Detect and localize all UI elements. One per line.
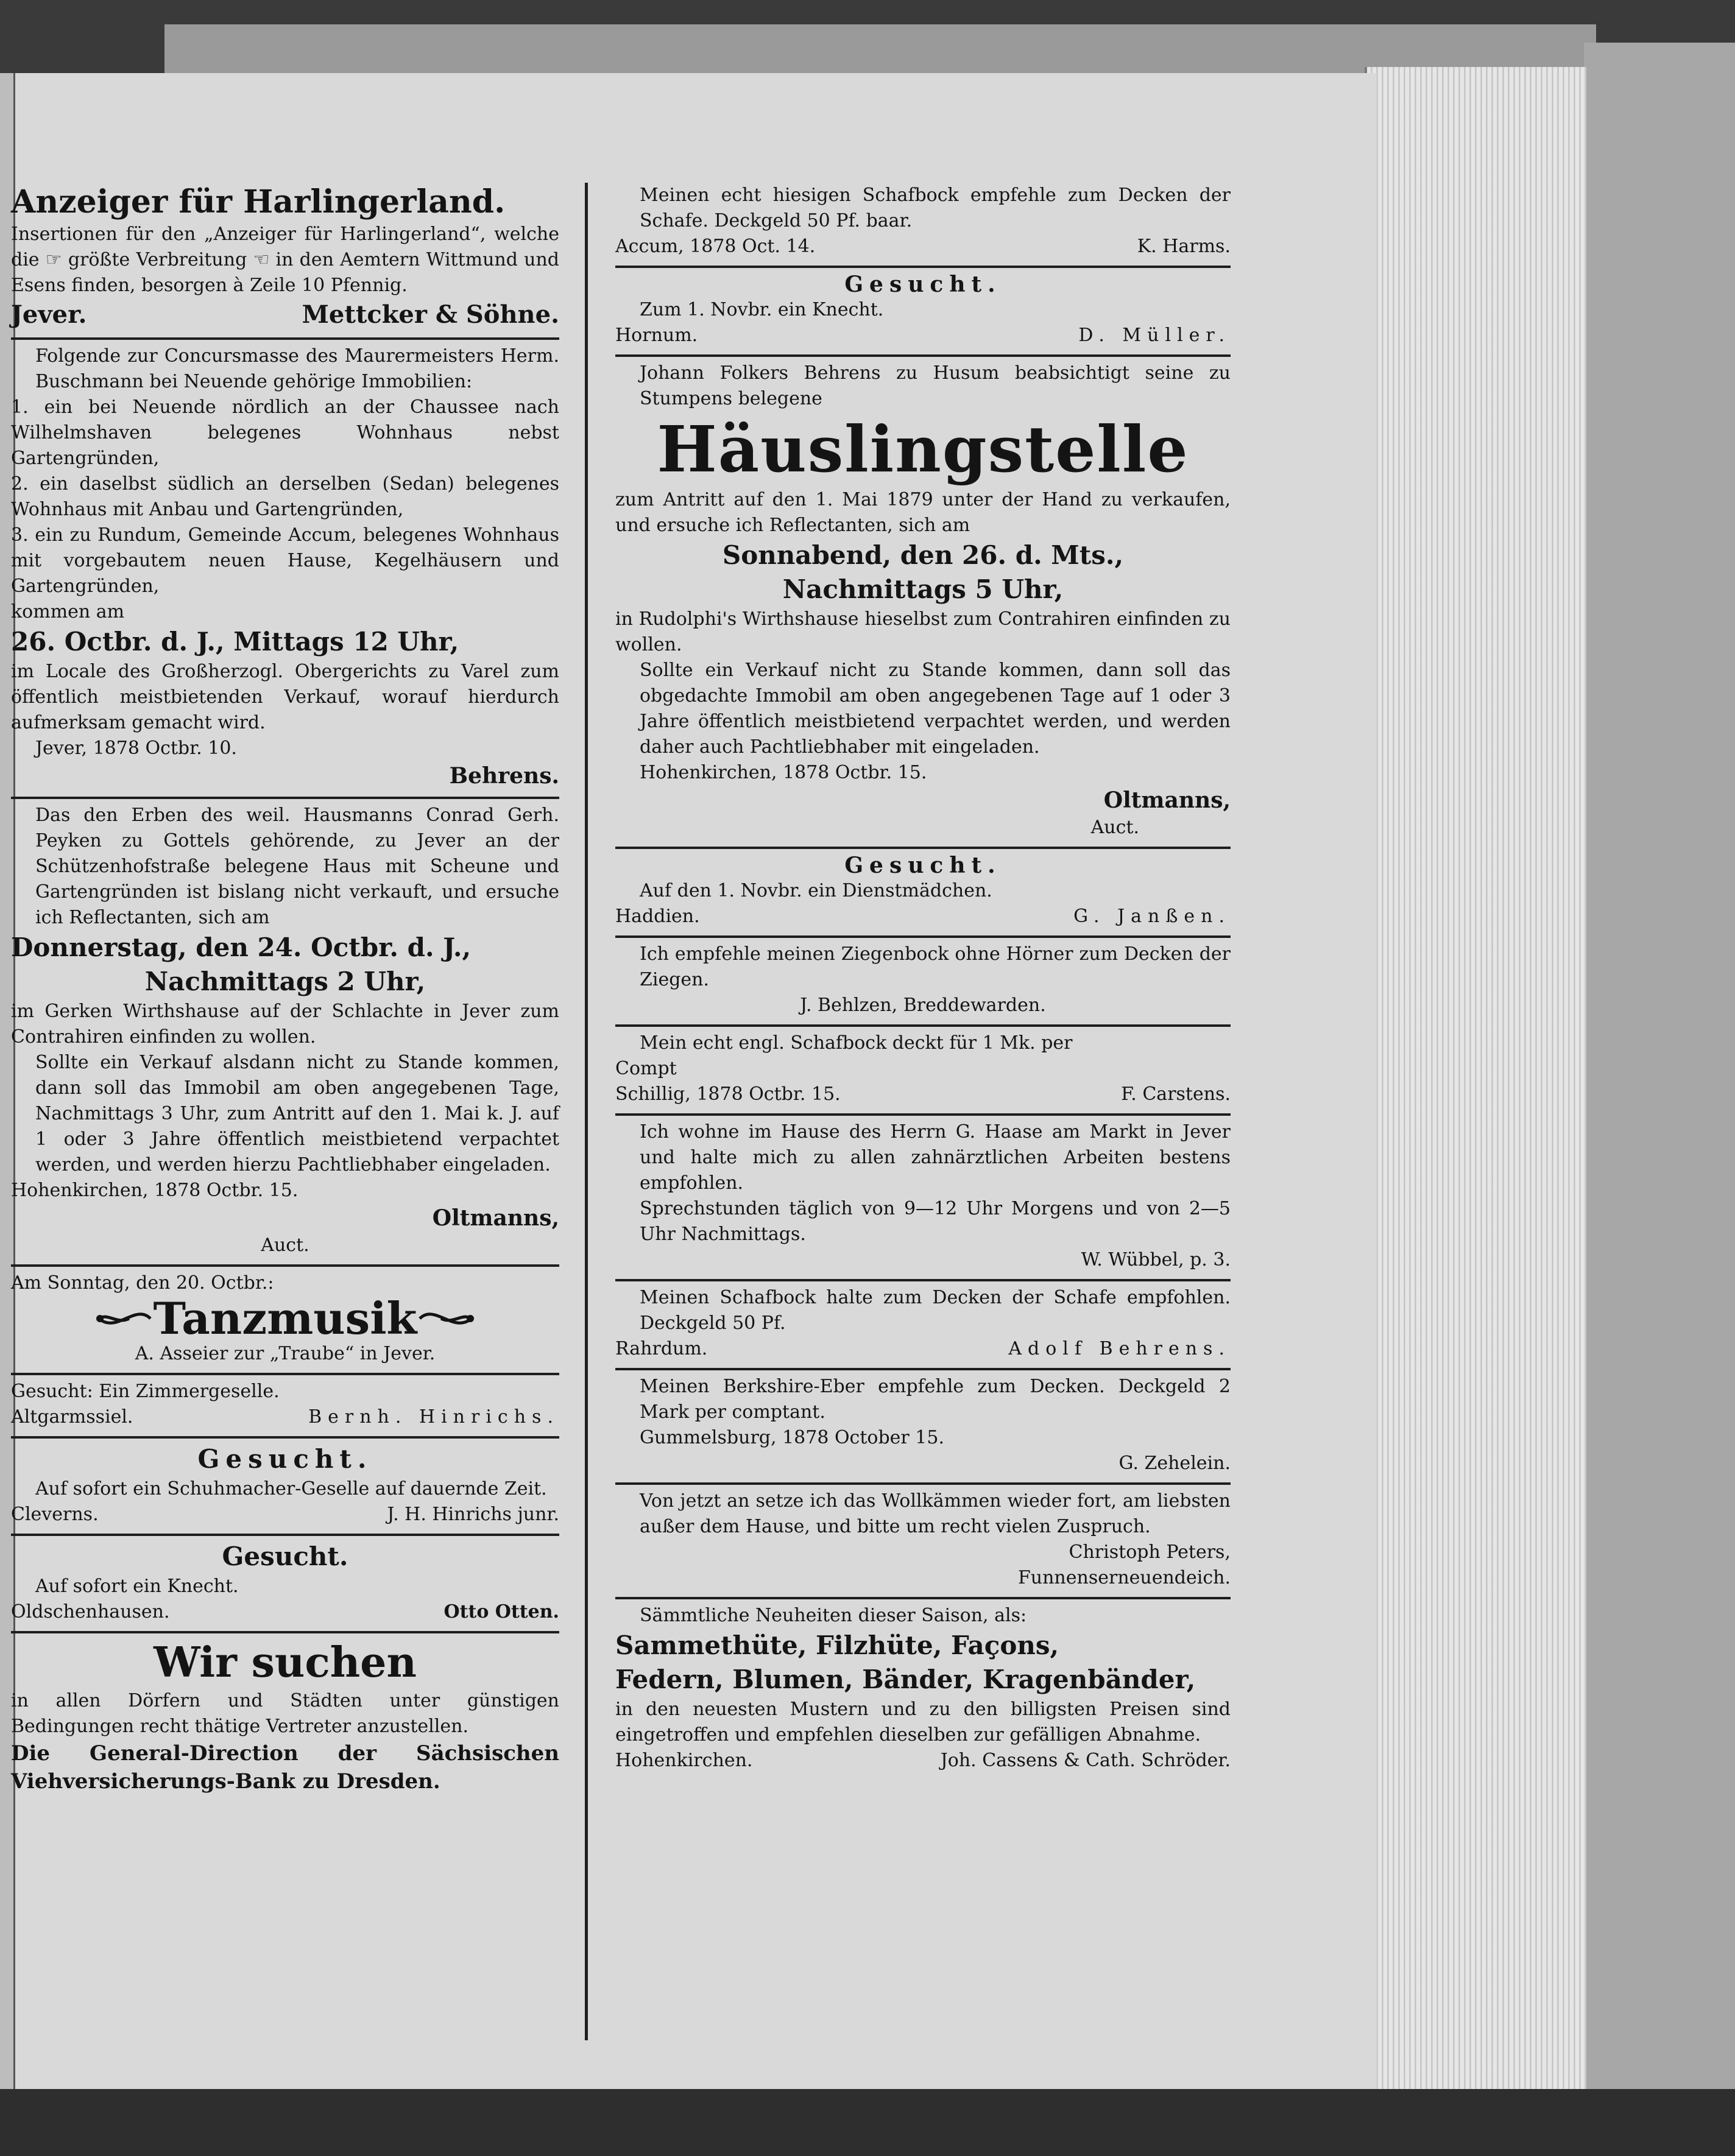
ad-name: Joh. Cassens & Cath. Schröder. [940,1750,1231,1771]
ad-text: im Gerken Wirthshause auf der Schlachte in Jever zum Contrahiren einfinden zu wollen. [11,1001,559,1048]
ad-name: Bernh. Hinrichs. [308,1406,559,1428]
ad-line: Federn, Blumen, Bänder, Kragenbänder, [615,1665,1196,1694]
ad-intro: Johann Folkers Behrens zu Husum beabsichtigt seine zu Stumpens belegene [640,362,1231,409]
ad-title: Anzeiger für Harlingerland. [11,183,506,220]
rule [615,1368,1231,1370]
ad-dateline: Jever, 1878 Octbr. 10. [35,738,237,759]
ad-text: Meinen Schafbock halte zum Decken der Schafe empfohlen. Deckgeld 50 Pf. [640,1287,1231,1334]
ad-eber [615,1374,1231,1476]
list-item: 2. ein daselbst südlich an derselben (Sedan) belegenes Wohnhaus mit Anbau und Gartengründen, [11,473,559,520]
ad-magd [615,853,1231,929]
ad-schafbock-2 [615,1285,1231,1362]
ad-intro: Folgende zur Concursmasse des Maurermeisters Herm. Buschmann bei Neuende gehörige Immobilien: [35,345,559,392]
right-column [615,183,1231,1774]
ad-name: K. Harms. [1137,236,1231,257]
ad-date: 26. Octbr. d. J., Mittags 12 Uhr, [11,627,459,657]
ad-engl-schafbock [615,1030,1231,1107]
ad-date: Donnerstag, den 24. Octbr. d. J., [11,932,472,962]
ad-text: Auf den 1. Novbr. ein Dienstmädchen. [640,880,992,901]
ad-name: F. Carstens. [1121,1083,1231,1105]
rule [615,847,1231,849]
left-flourish-icon [93,1300,154,1337]
rule [11,1436,559,1439]
ad-tanz [11,1270,559,1367]
ad-text: Ich wohne im Hause des Herrn G. Haase am Markt in Jever und halte mich zu allen zahnärztlichen Arbeiten bestens empfohlen. [640,1121,1231,1194]
ad-text: im Locale des Großherzogl. Obergerichts zu Varel zum öffentlich meistbietenden Verkauf, worauf hierdurch aufmerksam gemacht wird. [11,661,559,733]
rule [615,1482,1231,1485]
ad-text: Am Sonntag, den 20. Octbr.: [11,1272,274,1294]
ad-text: Das den Erben des weil. Hausmanns Conrad Gerh. Peyken zu Gottels gehörende, zu Jever an der Schützenhofstraße belegene Haus mit Scheune und Gartengründen ist bislang nicht verkauft, und ersuche ich Reflectanten, sich am [35,805,559,928]
rule [615,1113,1231,1116]
left-column [11,183,559,1795]
ad-role: Auct. [1090,817,1139,838]
rule [11,797,559,799]
rule [615,1597,1231,1599]
ad-time: Nachmittags 2 Uhr, [144,967,426,996]
ad-text: Ich empfehle meinen Ziegenbock ohne Hörner zum Decken der Ziegen. [640,943,1231,990]
ad-name: Adolf Behrens. [1008,1338,1231,1359]
ad-name: G. Janßen. [1073,906,1231,927]
book-cover-edge [1584,43,1735,2101]
ad-place: Rahrdum. [615,1338,708,1359]
ad-place: Haddien. [615,906,700,927]
ad-text: Insertionen für den „Anzeiger für Harlingerland“, welche die ☞ größte Verbreitung ☜ in den Aemtern Wittmund und Esens finden, besorgen à Zeile 10 Pfennig. [11,224,559,296]
ad-name: W. Wübbel, p. 3. [1081,1249,1231,1270]
rule [615,1024,1231,1027]
ad-ziegenbock [615,942,1231,1018]
ad-text: Mein echt engl. Schafbock deckt für 1 Mk. per [640,1032,1073,1054]
ad-line: Sammethüte, Filzhüte, Façons, [615,1630,1059,1660]
ad-wolle [615,1488,1231,1591]
ad-text: zum Antritt auf den 1. Mai 1879 unter der Hand zu verkaufen, und ersuche ich Reflectanten, sich am [615,489,1231,536]
ad-heading: Gesucht. [197,1444,373,1474]
ad-firm: Mettcker & Söhne. [302,300,559,329]
ad-anzeiger [11,183,559,331]
ad-name: Otto Otten. [443,1601,559,1622]
ad-host: A. Asseier zur „Traube“ in Jever. [135,1343,436,1364]
ad-role: Auct. [261,1235,309,1256]
page-stack-edge [1365,67,1586,2095]
ad-place: Jever. [11,300,87,329]
ad-place: Cleverns. [11,1504,99,1525]
ad-place: Altgarmssiel. [11,1406,133,1428]
ad-text: Von jetzt an setze ich das Wollkämmen wieder fort, am liebsten außer dem Hause, und bitte um recht vielen Zuspruch. [640,1490,1231,1537]
ad-text: Sollte ein Verkauf nicht zu Stande kommen, dann soll das obgedachte Immobil am oben angegebenen Tage auf 1 oder 3 Jahre öffentlich meistbietend verpachtet werden, und werden daher auch Pachtliebhaber mit eingeladen. [640,660,1231,758]
ad-haeusling [615,361,1231,840]
ad-text: Meinen Berkshire-Eber empfehle zum Decken. Deckgeld 2 Mark per comptant. [640,1376,1231,1423]
rule [615,935,1231,938]
rule [615,1279,1231,1281]
right-flourish-icon [417,1300,478,1337]
ad-text: Gesucht: Ein Zimmergeselle. [11,1381,280,1402]
ad-place: Funnenserneuendeich. [1017,1567,1231,1588]
ad-schafbock-1 [615,183,1231,259]
ad-text: in allen Dörfern und Städten unter günstigen Bedingungen recht thätige Vertreter anzustellen. [11,1690,559,1737]
ad-suchen [11,1637,559,1795]
ad-zahnarzt [615,1119,1231,1273]
rule [11,1631,559,1633]
ad-dateline: Gummelsburg, 1878 October 15. [640,1427,945,1448]
ad-dateline: Hohenkirchen, 1878 Octbr. 15. [11,1180,299,1201]
ad-time: Nachmittags 5 Uhr, [782,574,1064,604]
ad-signature: Oltmanns, [432,1205,559,1231]
ad-text: kommen am [11,601,125,622]
ad-name: Christoph Peters, [1069,1541,1231,1563]
book-bottom-edge [0,2089,1735,2156]
ad-name: G. Zehelein. [1118,1453,1231,1474]
ad-knecht-right [615,272,1231,348]
ad-hausmann [11,803,559,1258]
ad-text: Zum 1. Novbr. ein Knecht. [640,299,884,320]
list-item: 3. ein zu Rundum, Gemeinde Accum, belegenes Wohnhaus mit vorgebautem neuen Hause, Kegelhäusern und Gartengründen, [11,524,559,597]
ad-title: Tanzmusik [153,1292,417,1344]
ad-firm: Die General-Direction der Sächsischen Viehversicherungs-Bank zu Dresden. [11,1741,559,1794]
ad-heading: Gesucht. [844,853,1002,878]
ad-name: J. H. Hinrichs junr. [387,1504,559,1525]
ad-title: Häuslingstelle [657,412,1189,487]
ad-date: Sonnabend, den 26. d. Mts., [722,540,1124,570]
ad-text: in Rudolphi's Wirthshause hieselbst zum Contrahiren einfinden zu wollen. [615,608,1231,655]
rule [615,354,1231,357]
ad-signature: Behrens. [449,763,559,789]
rule [11,1264,559,1267]
ad-text: Compt [615,1058,677,1079]
ad-place: Schillig, 1878 Octbr. 15. [615,1083,841,1105]
ad-concurs [11,343,559,791]
rule [11,1534,559,1536]
ad-intro: Sämmtliche Neuheiten dieser Saison, als: [640,1605,1027,1626]
ad-name: D. Müller. [1078,325,1231,346]
ad-heading: Gesucht. [222,1541,348,1571]
ad-heading: Wir suchen [154,1638,417,1687]
ad-text: Sollte ein Verkauf alsdann nicht zu Stande kommen, dann soll das Immobil am oben angegebenen Tage, Nachmittags 3 Uhr, zum Antritt auf den 1. Mai k. J. auf 1 oder 3 Jahre öffentlich meistbietend verpachtet werden, und werden hierzu Pachtliebhaber eingeladen. [35,1052,559,1175]
ad-schuh [11,1442,559,1527]
column-divider [585,183,588,2040]
ad-text: Meinen echt hiesigen Schafbock empfehle zum Decken der Schafe. Deckgeld 50 Pf. baar. [640,185,1231,231]
ad-dateline: Hohenkirchen, 1878 Octbr. 15. [640,762,927,783]
ad-mode [615,1603,1231,1774]
ad-knecht-left [11,1540,559,1625]
rule [615,266,1231,268]
ad-text: Auf sofort ein Schuhmacher-Geselle auf dauernde Zeit. [35,1478,547,1499]
rule [11,1373,559,1375]
ad-text: in den neuesten Mustern und zu den billigsten Preisen sind eingetroffen und empfehlen dieselben zur gefälligen Abnahme. [615,1699,1231,1746]
ad-heading: Gesucht. [844,272,1002,297]
ad-zimmer [11,1379,559,1430]
ad-hours: Sprechstunden täglich von 9—12 Uhr Morgens und von 2—5 Uhr Nachmittags. [640,1198,1231,1245]
ad-place: Hohenkirchen. [615,1750,753,1771]
ad-place: Hornum. [615,325,698,346]
ad-place: Accum, 1878 Oct. 14. [615,236,816,257]
rule [11,337,559,340]
ad-place: Oldschenhausen. [11,1601,170,1622]
ad-text: Auf sofort ein Knecht. [35,1576,239,1597]
list-item: 1. ein bei Neuende nördlich an der Chaussee nach Wilhelmshaven belegenes Wohnhaus nebst Gartengründen, [11,396,559,469]
ad-signature: Oltmanns, [1103,787,1231,813]
ad-name: J. Behlzen, Breddewarden. [800,995,1046,1016]
